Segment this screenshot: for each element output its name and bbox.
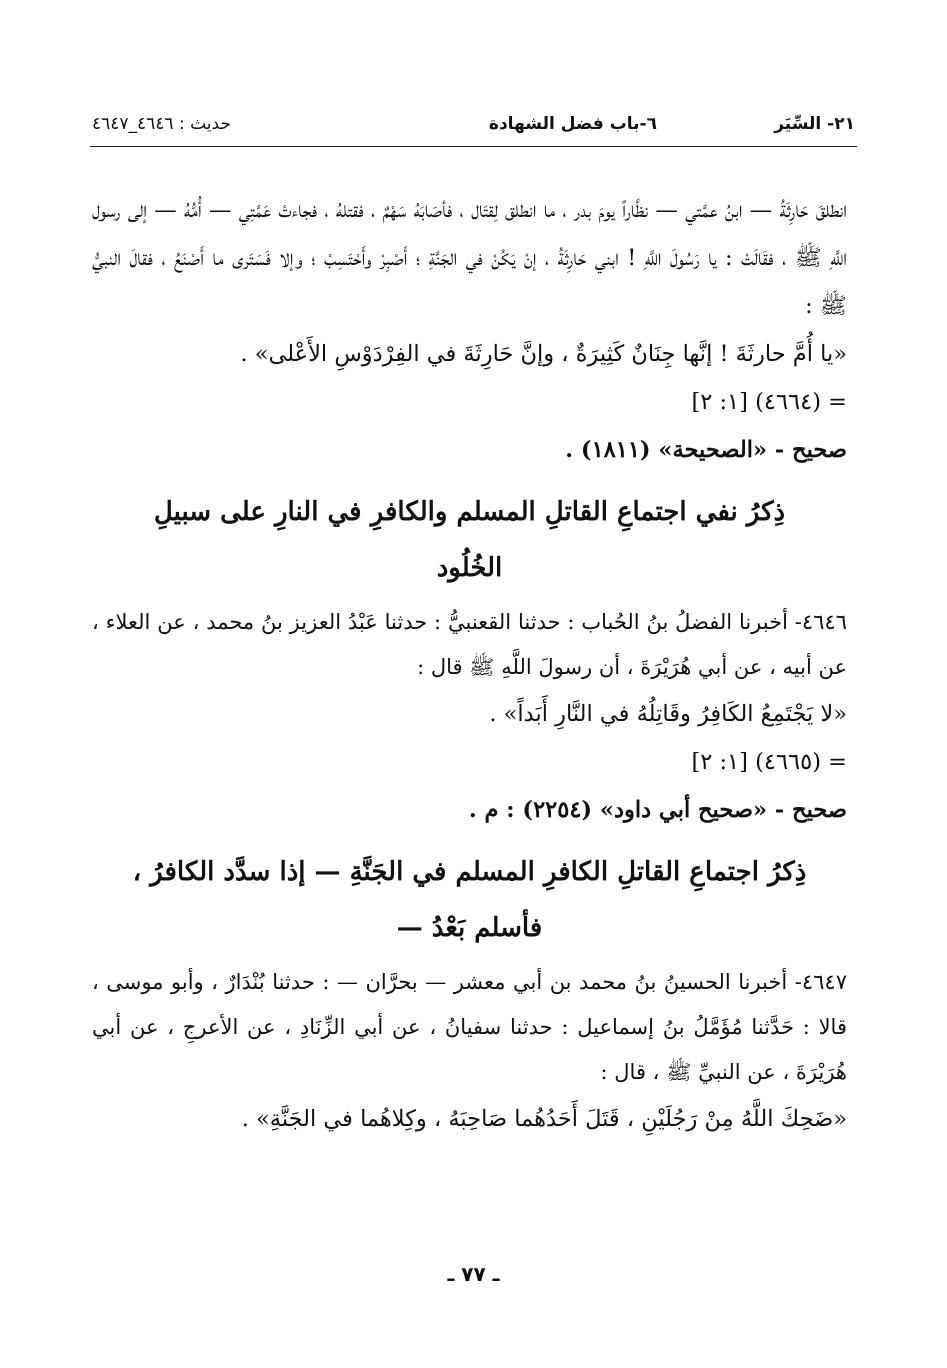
- header-hadith-range: حديث : ٤٦٤٦_٤٦٤٧: [92, 114, 231, 134]
- isnad-chain: ٤٦٤٧- أخبرنا الحسينُ بنُ محمد بن أبي معشر — بحرَّان — : حدثنا بُنْدَارٌ ، وأبو موسى ، قالا : حَدَّثنا مُؤَمَّلُ بنُ إسماعيل : حدثنا سفيانُ ، عن أبي الزِّنَادِ ، عن الأعرجِ ، عن أبي هُرَيْرَةَ ، عن النبيِّ ﷺ ، قال :: [92, 970, 847, 1084]
- section-heading: ذِكرُ اجتماعِ القاتلِ الكافرِ المسلم في الجَنَّةِ — إذا سدَّد الكافرُ ، فأسلم بَعْدُ —: [132, 857, 807, 943]
- running-header: [90, 112, 857, 147]
- hadith-matn: «يا أُمَّ حارثَةَ ! إنَّها جِنَانٌ كَثِيرَةٌ ، وإنَّ حَارِثَةَ في الفِرْدَوْسِ الأَعْلى» .: [240, 341, 847, 367]
- hadith-matn: «لا يَجْتَمِعُ الكَافِرُ وقَاتِلُهُ في النَّارِ أَبَداً» .: [489, 701, 847, 727]
- narration-text: انطلقَ حَارِثَةُ — ابنُ عمَّتي — نظَّاراً يومَ بدر ، ما انطلق لِقتَال ، فأصَابَهُ سَهْمٌ ، فقتلهُ ، فجاءتْ عَمَّتِي — أُمُّهُ — إلى رسول اللَّهِ ﷺ ، فقَالَتْ : يا رَسُولَ اللَّهِ ! ابني حَارِثَةُ ، إنْ يَكُنْ في الجَنَّةِ ؛ أَصْبِرْ وأَحْتَسِبْ ؛ وإلا فَسَتَرى ما أَصْنَعُ ، فقالَ النبيُّ ﷺ :: [92, 197, 847, 319]
- header-chapter-title: ٦-باب فضل الشهادة: [488, 114, 657, 134]
- hadith-matn: «ضَحِكَ اللَّهُ مِنْ رَجُلَيْنِ ، قَتَلَ أَحَدُهُما صَاحِبَهُ ، وكِلاهُما في الجَنَّةِ» .: [241, 1106, 847, 1132]
- isnad-chain: ٤٦٤٦- أخبرنا الفضلُ بنُ الحُباب : حدثنا القعنبيُّ : حدثنا عَبْدُ العزيز بنُ محمد ، عن العلاء ، عن أبيه ، عن أبي هُرَيْرَةَ ، أن رسولَ اللَّهِ ﷺ قال :: [92, 610, 847, 679]
- cross-reference: = (٤٦٦٤) [١: ٢]: [691, 389, 847, 415]
- section-heading: ذِكرُ نفي اجتماعِ القاتلِ المسلم والكافرِ في النارِ على سبيلِ الخُلُود: [153, 497, 786, 583]
- page-body: [92, 186, 847, 1143]
- hadith-grade: صحيح - «الصحيحة» (١٨١١) .: [565, 437, 847, 463]
- hadith-grade: صحيح - «صحيح أبي داود» (٢٢٥٤) : م .: [468, 797, 847, 823]
- page-number: ـ ٧٧ ـ: [447, 1262, 500, 1286]
- header-book-title: ٢١- السِّيَر: [774, 114, 855, 134]
- cross-reference: = (٤٦٦٥) [١: ٢]: [691, 749, 847, 775]
